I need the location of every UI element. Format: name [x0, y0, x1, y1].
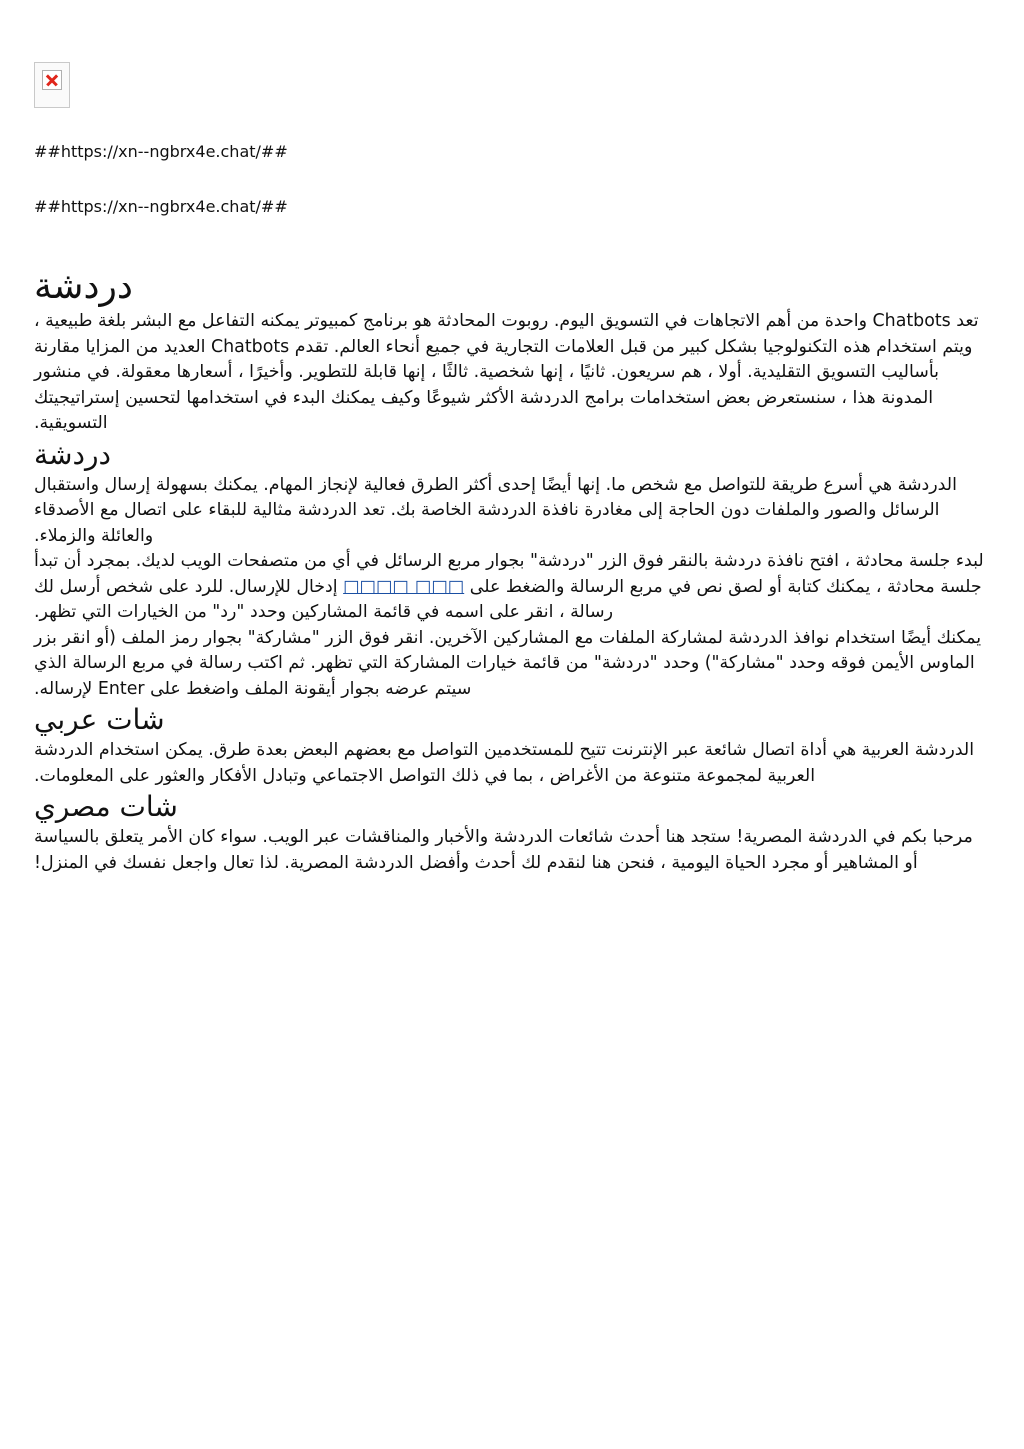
inline-link[interactable]: □□□ □□□□	[343, 576, 465, 597]
chat-paragraph-2	[34, 549, 990, 626]
chat-paragraph-2-end: إدخال للإرسال. للرد على شخص أرسل لك رسالة ، انقر على اسمه في قائمة المشاركين وحدد "رد" من الخيارات التي تظهر.	[34, 576, 613, 622]
chat-paragraph-1: الدردشة هي أسرع طريقة للتواصل مع شخص ما. إنها أيضًا إحدى أكثر الطرق فعالية لإنجاز المهام. يمكنك بسهولة إرسال واستقبال الرسائل والصور والملفات دون الحاجة إلى مغادرة نافذة الدردشة الخاصة بك. تعد الدردشة مثالية للبقاء على اتصال مع الأصدقاء والعائلة والزملاء.	[34, 474, 957, 546]
section-heading-arabic-chat: شات عربي	[34, 703, 165, 736]
chat-paragraph-3: يمكنك أيضًا استخدام نوافذ الدردشة لمشاركة الملفات مع المشاركين الآخرين. انقر فوق الزر "مشاركة" بجوار رمز الملف (أو انقر بزر الماوس الأيمن فوقه وحدد "مشاركة") وحدد "دردشة" من قائمة خيارات المشاركة التي تظهر. ثم اكتب رسالة في مربع الرسالة الذي سيتم عرضه بجوار أيقونة الملف واضغط على Enter لإرساله.	[34, 627, 982, 699]
broken-image-icon	[34, 62, 70, 108]
url-text-2: ##https://xn--ngbrx4e.chat/##	[34, 197, 288, 216]
document-page	[34, 62, 990, 876]
section-heading-egyptian-chat: شات مصري	[34, 790, 178, 823]
egyptian-chat-paragraph: مرحبا بكم في الدردشة المصرية! ستجد هنا أحدث شائعات الدردشة والأخبار والمناقشات عبر الويب. سواء كان الأمر يتعلق بالسياسة أو المشاهير أو مجرد الحياة اليومية ، فنحن هنا لنقدم لك أحدث وأفضل الدردشة المصرية. لذا تعال واجعل نفسك في المنزل!	[34, 827, 973, 873]
chat-paragraph-2-start: لبدء جلسة محادثة ، افتح نافذة دردشة بالنقر فوق الزر "دردشة" بجوار مربع الرسائل في أي من متصفحات الويب لديك. بمجرد أن تبدأ جلسة محادثة ، يمكنك كتابة أو لصق نص في مربع الرسالة والضغط على	[34, 551, 984, 597]
arabic-chat-paragraph: الدردشة العربية هي أداة اتصال شائعة عبر الإنترنت تتيح للمستخدمين التواصل مع بعضهم البعض بعدة طرق. يمكن استخدام الدردشة العربية لمجموعة متنوعة من الأغراض ، بما في ذلك التواصل الاجتماعي وتبادل الأفكار والعثور على المعلومات.	[34, 740, 975, 786]
intro-paragraph: تعد Chatbots واحدة من أهم الاتجاهات في التسويق اليوم. روبوت المحادثة هو برنامج كمبيوتر يمكنه التفاعل مع البشر بلغة طبيعية ، ويتم استخدام هذه التكنولوجيا بشكل كبير من قبل العلامات التجارية في جميع أنحاء العالم. تقدم Chatbots العديد من المزايا مقارنة بأساليب التسويق التقليدية. أولا ، هم سريعون. ثانيًا ، إنها شخصية. ثالثًا ، إنها قابلة للتطوير. وأخيرًا ، أسعارها معقولة. في منشور المدونة هذا ، سنستعرض بعض استخدامات برامج الدردشة الأكثر شيوعًا وكيف يمكنك البدء في استخدامها لتحسين إستراتيجيتك التسويقية.	[34, 311, 979, 433]
section-heading-chat: دردشة	[34, 437, 111, 471]
broken-image-x-mark	[42, 70, 62, 90]
page-title: دردشة	[34, 266, 133, 307]
url-text-1: ##https://xn--ngbrx4e.chat/##	[34, 142, 288, 161]
